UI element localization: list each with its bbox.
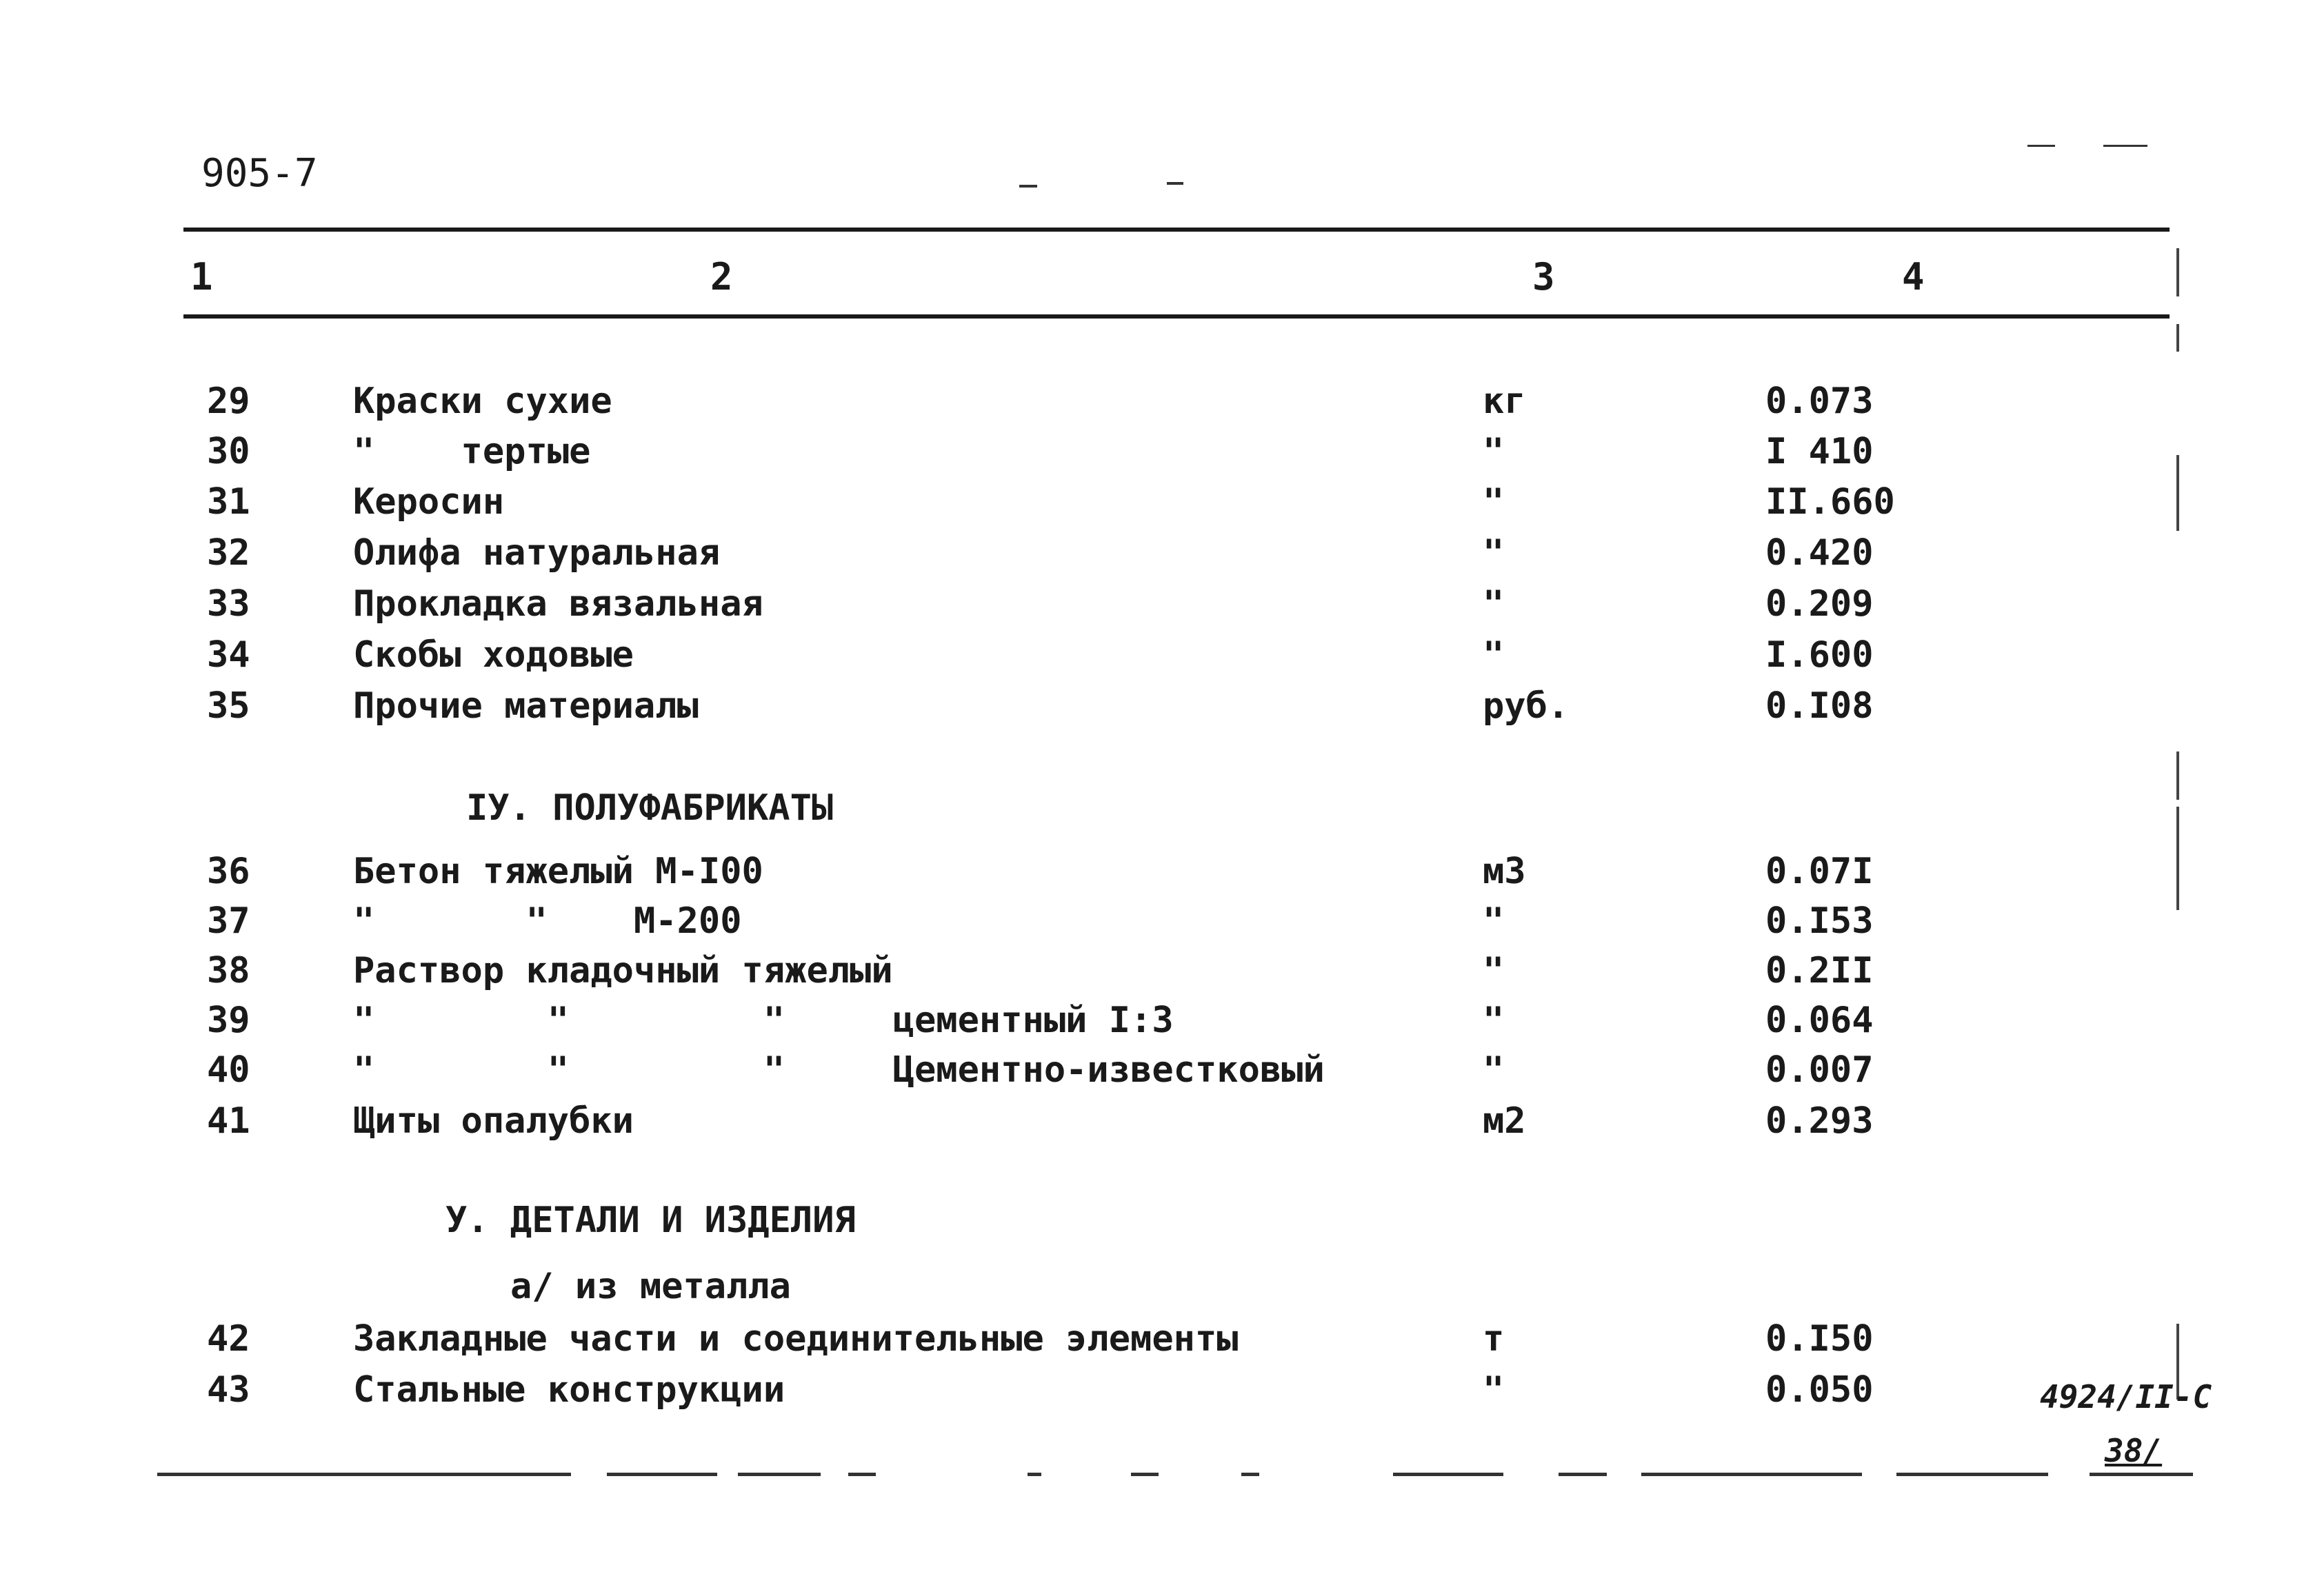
row-quantity: 0.2II xyxy=(1765,950,1874,991)
table-top-rule xyxy=(183,228,2170,232)
subsection-heading-metal: а/ из металла xyxy=(510,1266,791,1307)
margin-tick xyxy=(2176,807,2179,910)
row-quantity: II.660 xyxy=(1765,481,1895,523)
row-quantity: 0.420 xyxy=(1765,532,1874,574)
row-quantity: I 410 xyxy=(1765,431,1874,472)
row-quantity: 0.209 xyxy=(1765,583,1874,625)
row-quantity: 0.050 xyxy=(1765,1369,1874,1411)
bottom-rule-segment xyxy=(1028,1473,1041,1476)
section-heading-semifinished: IУ. ПОЛУФАБРИКАТЫ xyxy=(466,787,834,829)
row-name: Раствор кладочный тяжелый xyxy=(353,950,893,991)
bottom-rule-segment xyxy=(1131,1473,1159,1476)
bottom-rule-segment xyxy=(1641,1473,1862,1476)
row-quantity: 0.07I xyxy=(1765,851,1874,892)
column-header-3: 3 xyxy=(1532,255,1555,299)
stamp-page-number: 38/ xyxy=(2105,1432,2163,1469)
bottom-rule-segment xyxy=(2090,1473,2193,1476)
row-name: Олифа натуральная xyxy=(353,532,721,574)
row-quantity: 0.007 xyxy=(1765,1049,1874,1091)
bottom-rule-segment xyxy=(1559,1473,1607,1476)
row-number: 38 xyxy=(207,950,250,991)
row-number: 31 xyxy=(207,481,250,523)
corner-dash-mark xyxy=(2103,145,2147,147)
row-unit: " xyxy=(1483,431,1505,472)
row-number: 30 xyxy=(207,431,250,472)
row-unit: " xyxy=(1483,1000,1505,1041)
row-unit: " xyxy=(1483,532,1505,574)
row-quantity: 0.I50 xyxy=(1765,1318,1874,1360)
row-quantity: I.600 xyxy=(1765,634,1874,676)
row-name: " " " цементный I:3 xyxy=(353,1000,1174,1041)
row-name: " " М-200 xyxy=(353,900,742,942)
row-unit: м3 xyxy=(1483,851,1526,892)
row-name: " тертые xyxy=(353,431,591,472)
row-name: Краски сухие xyxy=(353,381,612,422)
row-number: 36 xyxy=(207,851,250,892)
row-quantity: 0.I53 xyxy=(1765,900,1874,942)
row-number: 33 xyxy=(207,583,250,625)
row-name: Скобы ходовые xyxy=(353,634,634,676)
row-number: 43 xyxy=(207,1369,250,1411)
row-unit: " xyxy=(1483,634,1505,676)
row-name: Закладные части и соединительные элементы xyxy=(353,1318,1239,1360)
row-quantity: 0.293 xyxy=(1765,1100,1874,1142)
row-unit: " xyxy=(1483,1049,1505,1091)
stamp-code: 4924/II-C xyxy=(2040,1378,2212,1415)
row-quantity: 0.064 xyxy=(1765,1000,1874,1041)
bottom-rule-segment xyxy=(1896,1473,2048,1476)
row-unit: кг xyxy=(1483,381,1526,422)
row-name: Прочие материалы xyxy=(353,685,699,727)
margin-tick xyxy=(2176,455,2179,531)
row-number: 41 xyxy=(207,1100,250,1142)
bottom-rule-segment xyxy=(848,1473,876,1476)
row-unit: " xyxy=(1483,950,1505,991)
bottom-rule-segment xyxy=(738,1473,821,1476)
row-quantity: 0.I08 xyxy=(1765,685,1874,727)
row-number: 37 xyxy=(207,900,250,942)
column-header-4: 4 xyxy=(1902,255,1925,299)
section-heading-parts: У. ДЕТАЛИ И ИЗДЕЛИЯ xyxy=(445,1200,856,1241)
row-number: 34 xyxy=(207,634,250,676)
margin-tick xyxy=(2176,248,2179,296)
row-unit: " xyxy=(1483,900,1505,942)
row-number: 29 xyxy=(207,381,250,422)
row-name: Стальные конструкции xyxy=(353,1369,785,1411)
row-name: Керосин xyxy=(353,481,505,523)
row-number: 39 xyxy=(207,1000,250,1041)
row-name: Прокладка вязальная xyxy=(353,583,763,625)
header-dash-mark xyxy=(1167,182,1183,185)
row-quantity: 0.073 xyxy=(1765,381,1874,422)
row-number: 32 xyxy=(207,532,250,574)
bottom-rule-segment xyxy=(607,1473,717,1476)
row-unit: " xyxy=(1483,583,1505,625)
margin-tick xyxy=(2176,324,2179,352)
row-name: Щиты опалубки xyxy=(353,1100,634,1142)
bottom-rule-segment xyxy=(1393,1473,1503,1476)
bottom-rule-segment xyxy=(157,1473,571,1476)
row-unit: т xyxy=(1483,1318,1505,1360)
margin-tick xyxy=(2176,751,2179,800)
row-unit: " xyxy=(1483,1369,1505,1411)
document-code: 905-7 xyxy=(201,151,318,196)
row-number: 42 xyxy=(207,1318,250,1360)
corner-dash-mark xyxy=(2027,145,2055,147)
bottom-rule-segment xyxy=(1241,1473,1259,1476)
header-dash-mark xyxy=(1019,185,1037,188)
row-name: " " " Цементно-известковый xyxy=(353,1049,1325,1091)
row-number: 35 xyxy=(207,685,250,727)
column-header-2: 2 xyxy=(710,255,733,299)
row-unit: руб. xyxy=(1483,685,1570,727)
row-unit: " xyxy=(1483,481,1505,523)
column-header-1: 1 xyxy=(190,255,213,299)
row-number: 40 xyxy=(207,1049,250,1091)
row-name: Бетон тяжелый М-I00 xyxy=(353,851,763,892)
row-unit: м2 xyxy=(1483,1100,1526,1142)
table-header-rule xyxy=(183,314,2170,319)
